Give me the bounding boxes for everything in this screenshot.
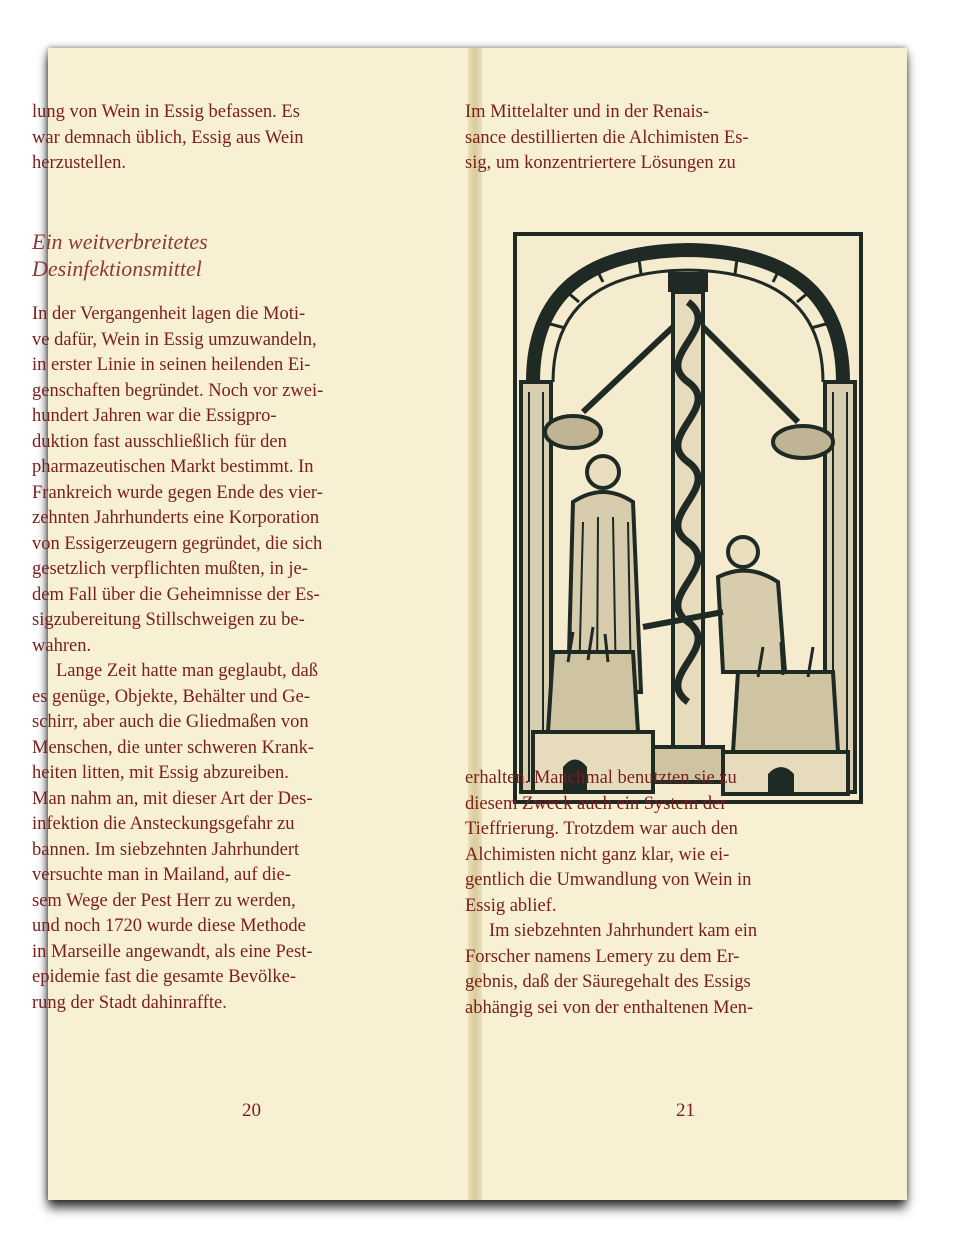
text-line: von Essigerzeugern gegründet, die sich xyxy=(32,533,323,554)
text-line: zehnten Jahrhunderts eine Korporation xyxy=(32,508,320,528)
heading-line: Ein weitverbreitetes xyxy=(32,229,208,254)
text-line: dem Fall über die Geheimnisse der Es- xyxy=(32,584,320,605)
text-line: Lange Zeit hatte man geglaubt, daß xyxy=(56,661,318,681)
text-line: rung der Stadt dahinraffte. xyxy=(32,992,227,1013)
text-line: epidemie fast die gesamte Bevölke- xyxy=(32,967,297,987)
text-line: in Marseille angewandt, als eine Pest- xyxy=(32,941,313,962)
text-line: pharmazeutischen Markt bestimmt. In xyxy=(32,457,314,477)
text-line: herzustellen. xyxy=(32,153,126,173)
text-line: bannen. Im siebzehnten Jahrhundert xyxy=(32,839,300,860)
text-line: sance destillierten die Alchimisten Es- xyxy=(465,127,749,148)
text-line: Forscher namens Lemery zu dem Er- xyxy=(465,946,740,967)
left-top-paragraph xyxy=(32,100,408,177)
text-line: genschaften begründet. Noch vor zwei- xyxy=(32,380,324,401)
text-line: In der Vergangenheit lagen die Moti- xyxy=(32,304,306,324)
text-line: wahren. xyxy=(32,635,92,656)
text-line: abhängig sei von der enthaltenen Men- xyxy=(465,997,754,1018)
text-line: lung von Wein in Essig befassen. Es xyxy=(32,102,300,122)
text-line: diesem Zweck auch ein System der xyxy=(465,793,727,814)
text-line: Essig ablief. xyxy=(465,895,557,916)
text-line: infektion die Ansteckungsgefahr zu xyxy=(32,814,295,834)
page-number-left: 20 xyxy=(242,1100,261,1121)
text-line: gentlich die Umwandlung von Wein in xyxy=(465,870,752,890)
text-line: hundert Jahren war die Essigpro- xyxy=(32,406,277,426)
text-line: Frankreich wurde gegen Ende des vier- xyxy=(32,482,323,503)
text-line: Menschen, die unter schweren Krank- xyxy=(32,737,315,758)
text-line: duktion fast ausschließlich für den xyxy=(32,431,287,452)
text-line: gebnis, daß der Säuregehalt des Essigs xyxy=(465,972,751,992)
alchemy-woodcut-illustration xyxy=(513,232,863,804)
text-line: gesetzlich verpflichten mußten, in je- xyxy=(32,559,308,579)
right-top-paragraph xyxy=(465,100,865,177)
left-body-text xyxy=(32,302,408,1016)
text-line: Im siebzehnten Jahrhundert kam ein xyxy=(489,921,758,941)
page-number-right: 21 xyxy=(676,1100,695,1121)
text-line: Alchimisten nicht ganz klar, wie ei- xyxy=(465,844,730,865)
text-line: heiten litten, mit Essig abzureiben. xyxy=(32,763,289,783)
section-heading xyxy=(32,228,408,282)
text-line: es genüge, Objekte, Behälter und Ge- xyxy=(32,686,310,707)
text-line: schirr, aber auch die Gliedmaßen von xyxy=(32,712,309,732)
text-line: sig, um konzentriertere Lösungen zu xyxy=(465,153,736,173)
book-gutter xyxy=(468,48,482,1200)
text-line: sigzubereitung Stillschweigen zu be- xyxy=(32,610,305,630)
text-line: Im Mittelalter und in der Renais- xyxy=(465,102,710,122)
right-body-text xyxy=(465,766,865,1021)
text-line: ve dafür, Wein in Essig umzuwandeln, xyxy=(32,329,317,350)
text-line: in erster Linie in seinen heilenden Ei- xyxy=(32,355,311,375)
text-line: versuchte man in Mailand, auf die- xyxy=(32,865,291,885)
text-line: Tieffrierung. Trotzdem war auch den xyxy=(465,819,738,839)
text-line: und noch 1720 wurde diese Methode xyxy=(32,916,306,936)
text-line: war demnach üblich, Essig aus Wein xyxy=(32,127,304,148)
text-line: sem Wege der Pest Herr zu werden, xyxy=(32,890,296,911)
heading-line: Desinfektionsmittel xyxy=(32,256,202,281)
text-line: erhalten. Manchmal benutzten sie zu xyxy=(465,768,737,788)
text-line: Man nahm an, mit dieser Art der Des- xyxy=(32,788,313,809)
